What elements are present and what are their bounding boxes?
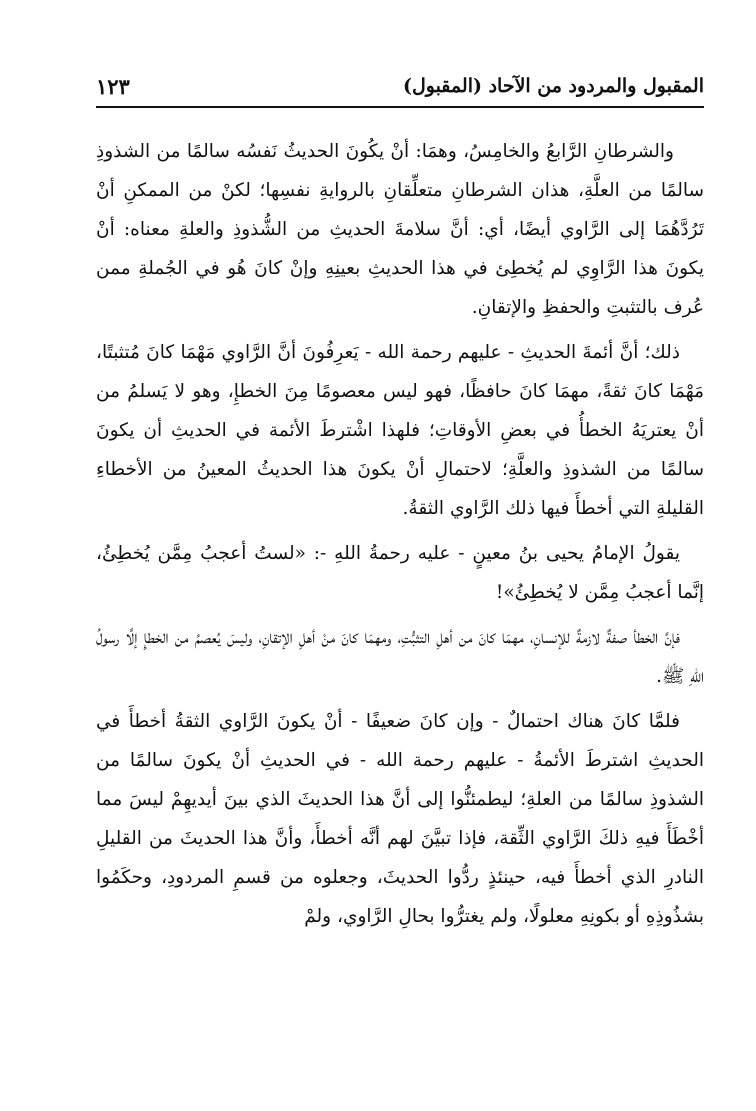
paragraph: فإنَّ الخطأ صفةٌ لازمةٌ للإنسانِ، مهمَا كانَ من أهلِ التثبُّتِ، ومهمَا كانَ منْ أهلِ الإتقانِ، وليسَ يُعصمُ من الخطإِ إلَّا رسولُ اللهِ ﷺ. (96, 627, 704, 687)
paragraph: فلمَّا كانَ هناك احتمالٌ - وإن كانَ ضعيفًا - أنْ يكونَ الرَّاوي الثقةُ أخطأَ في الحديثِ اشترطَ الأئمةُ - عليهم رحمة الله - في الحديثِ أنْ يكونَ سالمًا من الشذوذِ سالمًا من العلةِ؛ ليطمئنُّوا إلى أنَّ هذا الحديثَ الذي بينَ أيديهِمْ ليسَ مما أخْطَأَ فيهِ ذلكَ الرَّاوي الثِّقة، فإذا تبيَّنَ لهم أنَّه أخطأَ، وأنَّ هذا الحديثَ من القليلِ النادرِ الذي أخطأَ فيه، حينئذٍ ردُّوا الحديثَ، وجعلوه من قسمِ المردودِ، وحكَمُوا بشذُوذِهِ أو بكونِهِ معلولًا، ولم يغترُّوا بحالِ الرَّاوي، ولمْ (96, 711, 704, 927)
running-title: المقبول والمردود من الآحاد (المقبول) (402, 75, 704, 97)
paragraph: يقولُ الإمامُ يحيى بنُ معينٍ - عليه رحمةُ اللهِ -: «لستُ أعجبُ مِمَّن يُخطِئُ، إنَّما أعجبُ مِمَّن لا يُخطِئُ»! (96, 543, 704, 603)
paragraph: والشرطانِ الرَّابعُ والخامِسُ، وهمَا: أنْ يكُونَ الحديثُ نَفسُه سالمًا من الشذوذِ سالمًا من العلَّةِ، هذان الشرطانِ متعلِّقانِ بالروايةِ نفسِها؛ لكنْ من الممكنِ أنْ تَرُدَّهُمَا إلى الرَّاوي أيضًا، أي: أنَّ سلامةَ الحديثِ من الشُّذوذِ والعلةِ معناه: أنْ يكونَ هذا الرَّاوِي لم يُخطِئ في هذا الحديثِ بعينِهِ وإنْ كانَ هُو في الجُملةِ ممن عُرف بالتثبتِ والحفظِ والإتقانِ. (96, 141, 704, 318)
page-header (96, 66, 704, 108)
body-text (96, 132, 704, 942)
paragraph: ذلك؛ أنَّ أئمةَ الحديثِ - عليهم رحمة الله - يَعرِفُونَ أنَّ الرَّاوي مَهْمَا كانَ مُتثبتًا، مَهْمَا كانَ ثقةً، مهمَا كانَ حافظًا، فهو ليس معصومًا مِنَ الخطإِ، وهو لا يَسلمُ من أنْ يعتريَهُ الخطأُ في بعضِ الأوقاتِ؛ فلهذا اشْترطَ الأئمة في الحديثِ أن يكونَ سالمًا من الشذوذِ والعلَّةِ؛ لاحتمالِ أنْ يكونَ هذا الحديثُ المعينُ من الأخطاءِ القليلةِ التي أخطأَ فيها ذلك الرَّاوي الثقةُ. (96, 342, 704, 519)
page-number: ١٢٣ (96, 73, 130, 99)
